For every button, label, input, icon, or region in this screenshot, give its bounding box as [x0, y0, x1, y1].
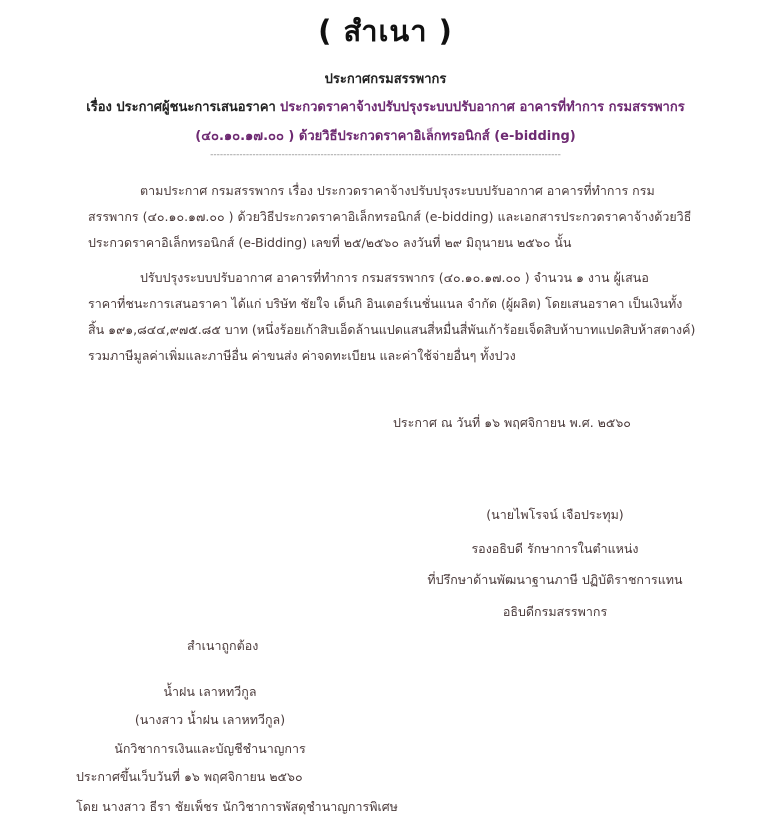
divider-line: ------------------------------------------------------------------------------------------------------------ [210, 150, 561, 160]
paragraph-line: สรรพากร (๔๐.๑๐.๑๗.๐๐ ) ด้วยวิธีประกวดราคาอิเล็กทรอนิกส์ (e-bidding) และเอกสารประกวดราคาจ้างด้วยวิธี [88, 209, 692, 224]
subject-line-1 [0, 96, 771, 117]
paragraph-reference [88, 178, 692, 256]
certified-signature: น้ำฝน เลาหทวีกูล [163, 684, 257, 699]
web-posted-date: ประกาศขึ้นเว็บวันที่ ๑๖ พฤศจิกายน ๒๕๖๐ [76, 769, 303, 784]
signatory-position-3: อธิบดีกรมสรรพากร [502, 604, 608, 619]
certified-label: สำเนาถูกต้อง [187, 638, 259, 653]
paragraph-line: ราคาที่ชนะการเสนอราคา ได้แก่ บริษัท ชัยใจ เด็นกิ อินเตอร์เนชั่นแนล จำกัด (ผู้ผลิต) โดยเสนอราคา เป็นเงินทั้ง [88, 296, 683, 311]
paragraph-line: ตามประกาศ กรมสรรพากร เรื่อง ประกวดราคาจ้างปรับปรุงระบบปรับอากาศ อาคารที่ทำการ กรม [140, 183, 655, 198]
subject-line-2: (๔๐.๑๐.๑๗.๐๐ ) ด้วยวิธีประกวดราคาอิเล็กทรอนิกส์ (e-bidding) [195, 129, 576, 144]
certified-position: นักวิชาการเงินและบัญชีชำนาญการ [114, 741, 306, 756]
agency-heading: ประกาศกรมสรรพากร [324, 72, 447, 87]
paragraph-line: ปรับปรุงระบบปรับอากาศ อาคารที่ทำการ กรมสรรพากร (๔๐.๑๐.๑๗.๐๐ ) จำนวน ๑ งาน ผู้เสนอ [140, 270, 649, 285]
subject-prefix: เรื่อง ประกาศผู้ชนะการเสนอราคา [86, 100, 276, 115]
signatory-name: (นายไพโรจน์ เจือประทุม) [486, 507, 624, 522]
paragraph-line: ประกวดราคาอิเล็กทรอนิกส์ (e-Bidding) เลขที่ ๒๕/๒๕๖๐ ลงวันที่ ๒๙ มิถุนายน ๒๕๖๐ นั้น [88, 235, 572, 250]
signatory-position-1: รองอธิบดี รักษาการในตำแหน่ง [471, 541, 639, 556]
paragraph-award [88, 265, 696, 369]
announce-date: ประกาศ ณ วันที่ ๑๖ พฤศจิกายน พ.ศ. ๒๕๖๐ [393, 415, 631, 430]
paragraph-line: รวมภาษีมูลค่าเพิ่มและภาษีอื่น ค่าขนส่ง ค่าจดทะเบียน และค่าใช้จ่ายอื่นๆ ทั้งปวง [88, 348, 516, 363]
paragraph-line: สิ้น ๑๙๑,๘๔๔,๙๗๕.๘๕ บาท (หนึ่งร้อยเก้าสิบเอ็ดล้านแปดแสนสี่หมื่นสี่พันเก้าร้อยเจ็ดสิบห้าบาทแปดสิบห้าสตางค์) [88, 322, 696, 337]
subject-highlight: ประกวดราคาจ้างปรับปรุงระบบปรับอากาศ อาคารที่ทำการ กรมสรรพากร [280, 100, 685, 115]
posted-by: โดย นางสาว ธีรา ชัยเพ็ชร นักวิชาการพัสดุชำนาญการพิเศษ [76, 799, 398, 814]
signatory-position-2: ที่ปรึกษาด้านพัฒนาฐานภาษี ปฏิบัติราชการแทน [427, 572, 683, 587]
copy-label: ( สำเนา ) [318, 14, 453, 48]
certified-name: (นางสาว น้ำฝน เลาหทวีกูล) [134, 712, 286, 727]
